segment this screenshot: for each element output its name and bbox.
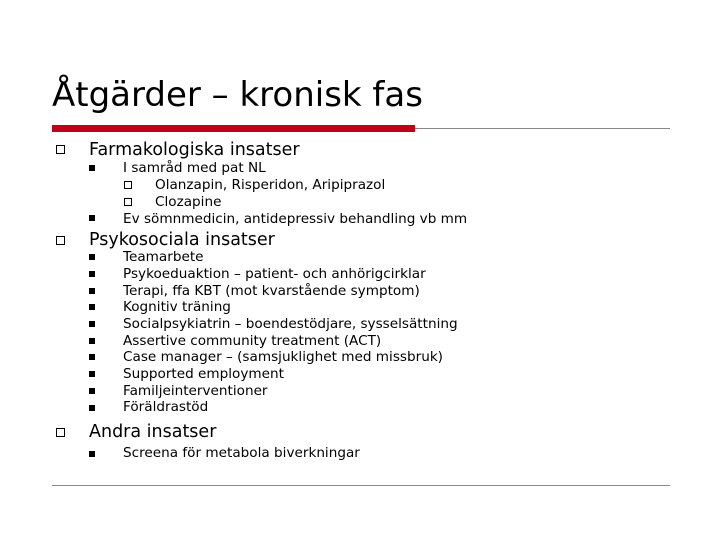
section-heading: Psykosociala insatser — [89, 230, 275, 250]
hollow-square-bullet-icon — [56, 145, 65, 154]
filled-square-bullet-icon — [89, 254, 95, 260]
hollow-square-bullet-icon — [56, 236, 65, 245]
list-item: Screena för metabola biverkningar — [123, 445, 360, 461]
list-item: Case manager – (samsjuklighet med missbruk) — [123, 349, 443, 365]
title-accent-rule — [52, 125, 415, 132]
filled-square-bullet-icon — [89, 388, 95, 394]
filled-square-bullet-icon — [89, 354, 95, 360]
filled-square-bullet-icon — [89, 215, 95, 221]
filled-square-bullet-icon — [89, 165, 95, 171]
filled-square-bullet-icon — [89, 288, 95, 294]
list-item: Psykoeduaktion – patient- och anhörigcirklar — [123, 266, 426, 282]
list-item: Kognitiv träning — [123, 299, 231, 315]
list-item: Terapi, ffa KBT (mot kvarstående symptom) — [123, 283, 420, 299]
filled-square-bullet-icon — [89, 451, 95, 457]
list-item: Ev sömnmedicin, antidepressiv behandling vb mm — [123, 211, 468, 227]
sub-list-item: Clozapine — [155, 194, 222, 210]
section-heading: Andra insatser — [89, 422, 217, 442]
list-item: Assertive community treatment (ACT) — [123, 333, 382, 349]
filled-square-bullet-icon — [89, 271, 95, 277]
filled-square-bullet-icon — [89, 304, 95, 310]
list-item: Socialpsykiatrin – boendestödjare, sysselsättning — [123, 316, 458, 332]
footer-divider-line — [52, 485, 670, 486]
list-item: Föräldrastöd — [123, 399, 209, 415]
section-heading: Farmakologiska insatser — [89, 140, 300, 160]
hollow-square-sub-bullet-icon — [124, 198, 132, 206]
hollow-square-sub-bullet-icon — [124, 181, 132, 189]
list-item: I samråd med pat NL — [123, 160, 266, 176]
filled-square-bullet-icon — [89, 405, 95, 411]
filled-square-bullet-icon — [89, 371, 95, 377]
filled-square-bullet-icon — [89, 338, 95, 344]
list-item: Teamarbete — [123, 249, 204, 265]
list-item: Supported employment — [123, 366, 284, 382]
title-divider-line — [415, 128, 670, 129]
sub-list-item: Olanzapin, Risperidon, Aripiprazol — [155, 177, 386, 193]
filled-square-bullet-icon — [89, 321, 95, 327]
list-item: Familjeinterventioner — [123, 383, 268, 399]
slide-title: Åtgärder – kronisk fas — [52, 75, 423, 115]
hollow-square-bullet-icon — [56, 428, 65, 437]
